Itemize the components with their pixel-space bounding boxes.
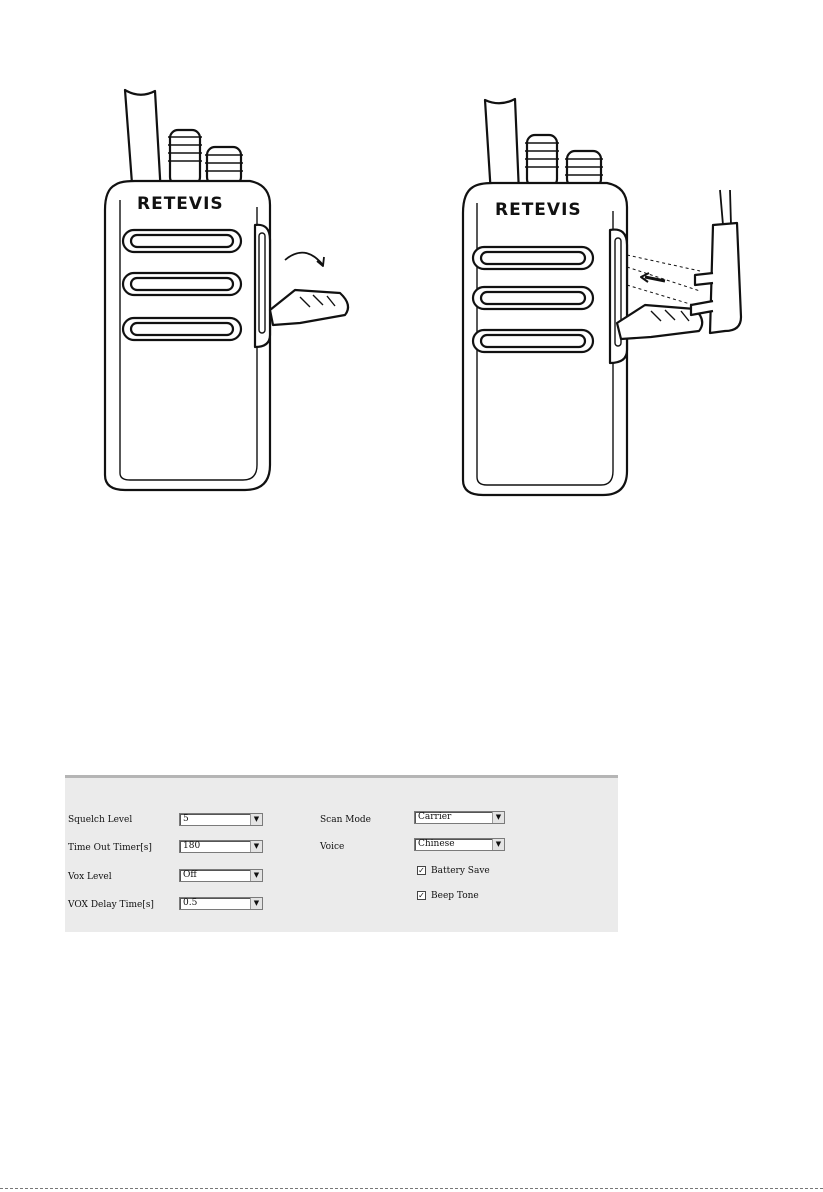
voice-label: Voice	[320, 842, 345, 852]
vox-delay-time-label: VOX Delay Time[s]	[68, 900, 154, 910]
beep-tone-label: Beep Tone	[431, 891, 479, 901]
chevron-down-icon[interactable]: ▼	[250, 841, 262, 852]
radio-illustration-earpiece-plug	[455, 95, 745, 505]
beep-tone-checkbox[interactable]: ✓	[418, 891, 425, 900]
chevron-down-icon[interactable]: ▼	[250, 870, 262, 881]
brand-logo: RETEVIS	[137, 194, 224, 214]
chevron-down-icon[interactable]: ▼	[492, 812, 504, 823]
chevron-down-icon[interactable]: ▼	[250, 898, 262, 909]
brand-logo: RETEVIS	[495, 200, 582, 220]
vox-level-select[interactable]	[179, 869, 263, 882]
settings-panel	[65, 775, 618, 932]
time-out-timer-label: Time Out Timer[s]	[68, 843, 152, 853]
chevron-down-icon[interactable]: ▼	[250, 814, 262, 825]
battery-save-label: Battery Save	[431, 866, 490, 876]
scan-mode-label: Scan Mode	[320, 815, 371, 825]
scan-mode-value: Carrier	[418, 812, 452, 822]
battery-save-checkbox[interactable]: ✓	[418, 866, 425, 875]
scan-mode-select[interactable]	[414, 811, 505, 824]
vox-delay-time-value: 0.5	[183, 898, 198, 908]
squelch-level-select[interactable]	[179, 813, 263, 826]
squelch-level-value: 5	[183, 814, 189, 824]
time-out-timer-select[interactable]	[179, 840, 263, 853]
voice-select[interactable]	[414, 838, 505, 851]
vox-delay-time-select[interactable]	[179, 897, 263, 910]
page-bottom-divider	[0, 1188, 823, 1189]
vox-level-label: Vox Level	[68, 872, 112, 882]
radio-illustration-open-cover	[95, 85, 365, 495]
vox-level-value: Off	[183, 870, 197, 880]
chevron-down-icon[interactable]: ▼	[492, 839, 504, 850]
squelch-level-label: Squelch Level	[68, 815, 133, 825]
voice-value: Chinese	[418, 839, 455, 849]
time-out-timer-value: 180	[183, 841, 201, 851]
